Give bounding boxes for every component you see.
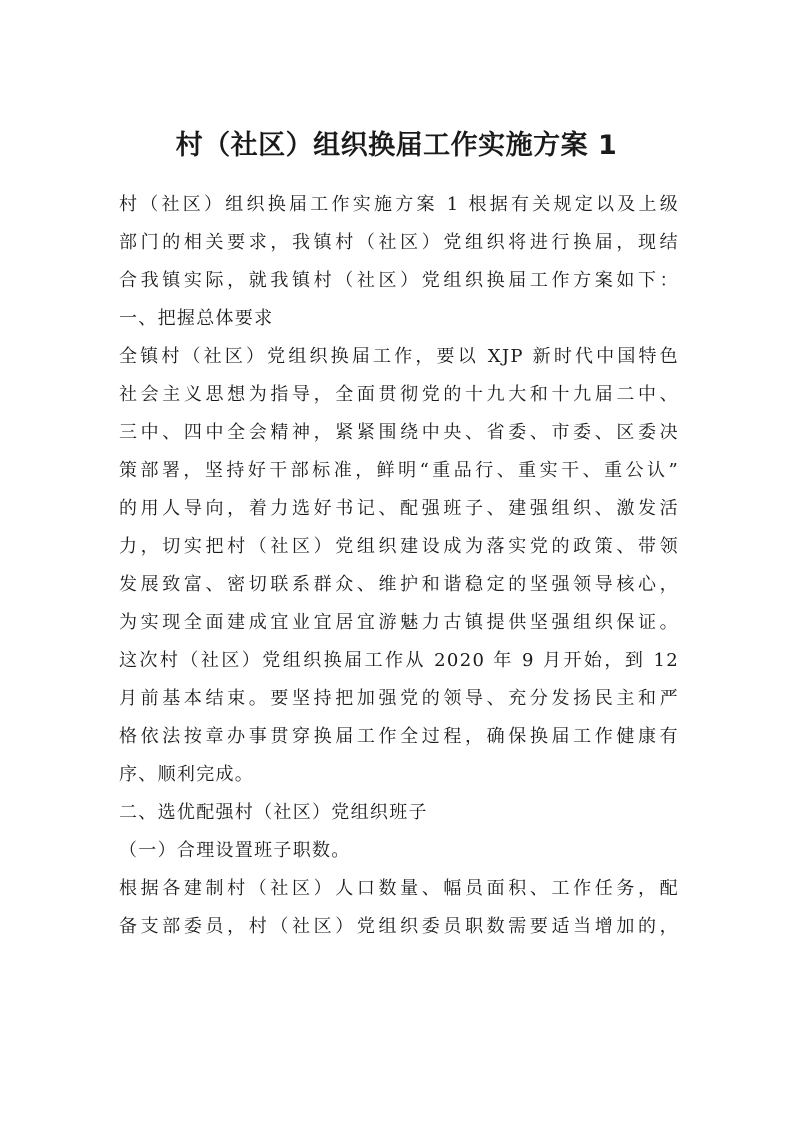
paragraph-line: 村（社区）组织换届工作实施方案 1 根据有关规定以及上级 (119, 194, 679, 215)
paragraph-line: 合我镇实际，就我镇村（社区）党组织换届工作方案如下： (119, 270, 679, 291)
document-body (119, 186, 679, 946)
paragraph-line: 策部署，坚持好干部标准，鲜明“重品行、重实干、重公认” (119, 460, 679, 481)
document-title: 村（社区）组织换届工作实施方案 1 (175, 130, 618, 161)
paragraph-line: 社会主义思想为指导，全面贯彻党的十九大和十九届二中、 (119, 384, 679, 405)
paragraph-line: 力，切实把村（社区）党组织建设成为落实党的政策、带领 (119, 536, 679, 557)
section-heading: 一、把握总体要求 (119, 308, 274, 329)
paragraph-line: 备支部委员，村（社区）党组织委员职数需要适当增加的， (119, 916, 679, 937)
paragraph-line: 发展致富、密切联系群众、维护和谐稳定的坚强领导核心， (119, 574, 679, 595)
paragraph-line: 部门的相关要求，我镇村（社区）党组织将进行换届，现结 (119, 232, 679, 253)
section-heading: 二、选优配强村（社区）党组织班子 (119, 802, 428, 823)
paragraph-line: 三中、四中全会精神，紧紧围绕中央、省委、市委、区委决 (119, 422, 679, 443)
paragraph-line: 序、顺利完成。 (119, 764, 255, 785)
paragraph-line: 根据各建制村（社区）人口数量、幅员面积、工作任务，配 (119, 878, 679, 899)
subsection-heading: （一）合理设置班子职数。 (119, 840, 351, 861)
paragraph-line: 月前基本结束。要坚持把加强党的领导、充分发扬民主和严 (119, 688, 679, 709)
paragraph-line: 为实现全面建成宜业宜居宜游魅力古镇提供坚强组织保证。 (119, 612, 679, 633)
paragraph-line: 格依法按章办事贯穿换届工作全过程，确保换届工作健康有 (119, 726, 679, 747)
paragraph-line: 这次村（社区）党组织换届工作从 2020 年 9 月开始，到 12 (119, 650, 679, 671)
paragraph-line: 的用人导向，着力选好书记、配强班子、建强组织、激发活 (119, 498, 679, 519)
paragraph-line: 全镇村（社区）党组织换届工作，要以 XJP 新时代中国特色 (119, 346, 679, 367)
